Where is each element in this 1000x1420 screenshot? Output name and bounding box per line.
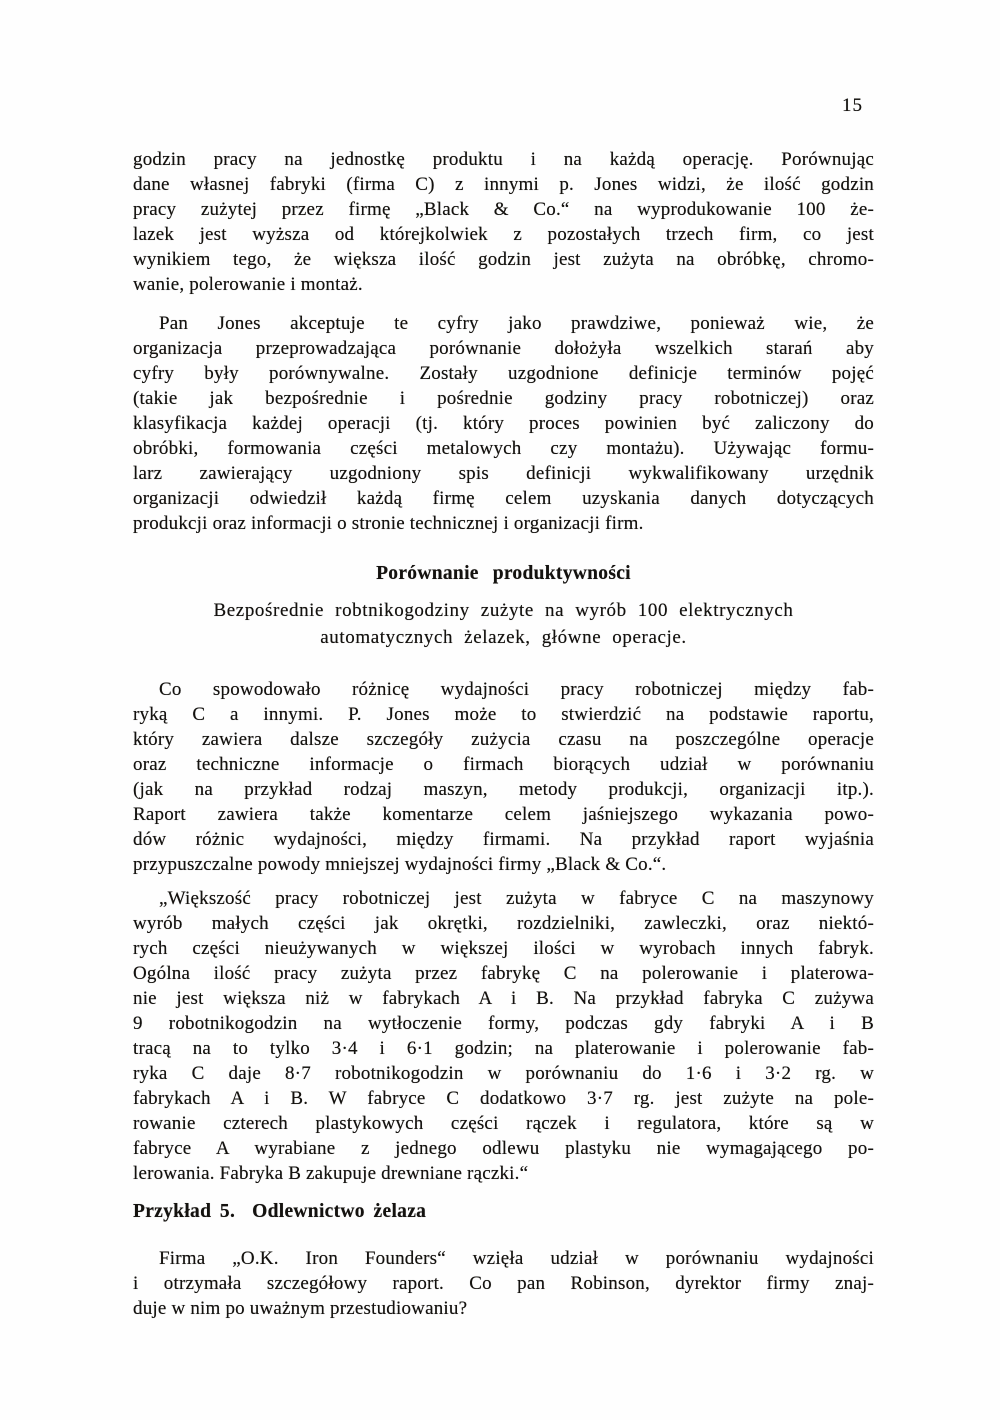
text-line: wyrób małych części jak okrętki, rozdzielniki, zawleczki, oraz niektó-: [133, 913, 874, 934]
paragraph: [133, 1246, 874, 1321]
text-line: produkcji oraz informacji o stronie technicznej i organizacji firm.: [133, 513, 644, 534]
section-heading: Porównanie produktywności: [376, 563, 631, 584]
paragraph: [133, 311, 874, 536]
text-line: fabryce A wyrabiane z jednego odlewu plastyku nie wymagającego po-: [133, 1138, 874, 1159]
text-line: duje w nim po uważnym przestudiowaniu?: [133, 1298, 468, 1319]
text-line: fabrykach A i B. W fabryce C dodatkowo 3·7 rg. jest zużyte na pole-: [133, 1088, 874, 1109]
page-number: 15: [842, 95, 863, 116]
text-line: rych części nieużywanych w większej ilości w wyrobach innych fabryk.: [133, 938, 874, 959]
text-line: który zawiera dalsze szczegóły zużycia czasu na poszczególne operacje: [133, 729, 874, 750]
section-subtitle: [133, 597, 874, 651]
paragraph: [133, 677, 874, 877]
text-line: organizacji odwiedził każdą firmę celem uzyskania danych dotyczących: [133, 488, 874, 509]
text-line: larz zawierający uzgodniony spis definicji wykwalifikowany urzędnik: [133, 463, 874, 484]
text-line: (takie jak bezpośrednie i pośrednie godziny pracy robotniczej) oraz: [133, 388, 874, 409]
text-line: (jak na przykład rodzaj maszyn, metody produkcji, organizacji itp.).: [133, 779, 874, 800]
paragraph: [133, 886, 874, 1186]
example-title: Odlewnictwo żelaza: [252, 1201, 427, 1222]
text-line: Ogólna ilość pracy zużyta przez fabrykę C na polerowanie i platerowa-: [133, 963, 874, 984]
text-line: Firma „O.K. Iron Founders“ wzięła udział w porównaniu wydajności: [159, 1248, 874, 1269]
text-line: i otrzymała szczegółowy raport. Co pan Robinson, dyrektor firmy znaj-: [133, 1273, 874, 1294]
example-number: Przykład 5.: [133, 1201, 236, 1222]
text-line: „Większość pracy robotniczej jest zużyta w fabryce C na maszynowy: [159, 888, 874, 909]
text-line: nie jest większa niż w fabrykach A i B. Na przykład fabryka C zużywa: [133, 988, 874, 1009]
text-line: godzin pracy na jednostkę produktu i na każdą operację. Porównując: [133, 149, 874, 170]
text-line: przypuszczalne powody mniejszej wydajności firmy „Black & Co.“.: [133, 854, 667, 875]
text-line: Raport zawiera także komentarze celem jaśniejszego wykazania powo-: [133, 804, 874, 825]
text-line: lerowania. Fabryka B zakupuje drewniane rączki.“: [133, 1163, 529, 1184]
text-line: lazek jest wyższa od którejkolwiek z pozostałych trzech firm, co jest: [133, 224, 874, 245]
text-line: ryka C daje 8·7 robotnikogodzin w porównaniu do 1·6 i 3·2 rg. w: [133, 1063, 874, 1084]
text-line: dane własnej fabryki (firma C) z innymi p. Jones widzi, że ilość godzin: [133, 174, 874, 195]
text-line: 9 robotnikogodzin na wytłoczenie formy, podczas gdy fabryki A i B: [133, 1013, 874, 1034]
text-line: Pan Jones akceptuje te cyfry jako prawdziwe, ponieważ wie, że: [159, 313, 874, 334]
text-column: [133, 147, 874, 1321]
text-line: klasyfikacja każdej operacji (tj. który proces powinien być zaliczony do: [133, 413, 874, 434]
text-line: dów różnic wydajności, między firmami. Na przykład raport wyjaśnia: [133, 829, 874, 850]
text-line: oraz techniczne informacje o firmach biorących udział w porównaniu: [133, 754, 874, 775]
text-line: obróbki, formowania części metalowych czy montażu). Używając formu-: [133, 438, 874, 459]
text-line: ryką C a innymi. P. Jones może to stwierdzić na podstawie raportu,: [133, 704, 874, 725]
text-line: automatycznych żelazek, główne operacje.: [320, 627, 687, 648]
text-line: Co spowodowało różnicę wydajności pracy robotniczej między fab-: [159, 679, 874, 700]
paragraph: [133, 147, 874, 297]
text-line: cyfry były porównywalne. Zostały uzgodnione definicje terminów pojęć: [133, 363, 874, 384]
text-line: pracy zużytej przez firmę „Black & Co.“ na wyprodukowanie 100 że-: [133, 199, 874, 220]
text-line: wynikiem tego, że większa ilość godzin jest zużyta na obróbkę, chromo-: [133, 249, 874, 270]
text-line: tracą na to tylko 3·4 i 6·1 godzin; na platerowanie i polerowanie fab-: [133, 1038, 874, 1059]
example-heading: [133, 1199, 874, 1224]
text-line: Bezpośrednie robtnikogodziny zużyte na wyrób 100 elektrycznych: [213, 600, 794, 621]
text-line: organizacja przeprowadzająca porównanie dołożyła wszelkich starań aby: [133, 338, 874, 359]
text-line: wanie, polerowanie i montaż.: [133, 274, 363, 295]
text-line: rowanie czterech plastykowych części rączek i regulatora, które są w: [133, 1113, 874, 1134]
